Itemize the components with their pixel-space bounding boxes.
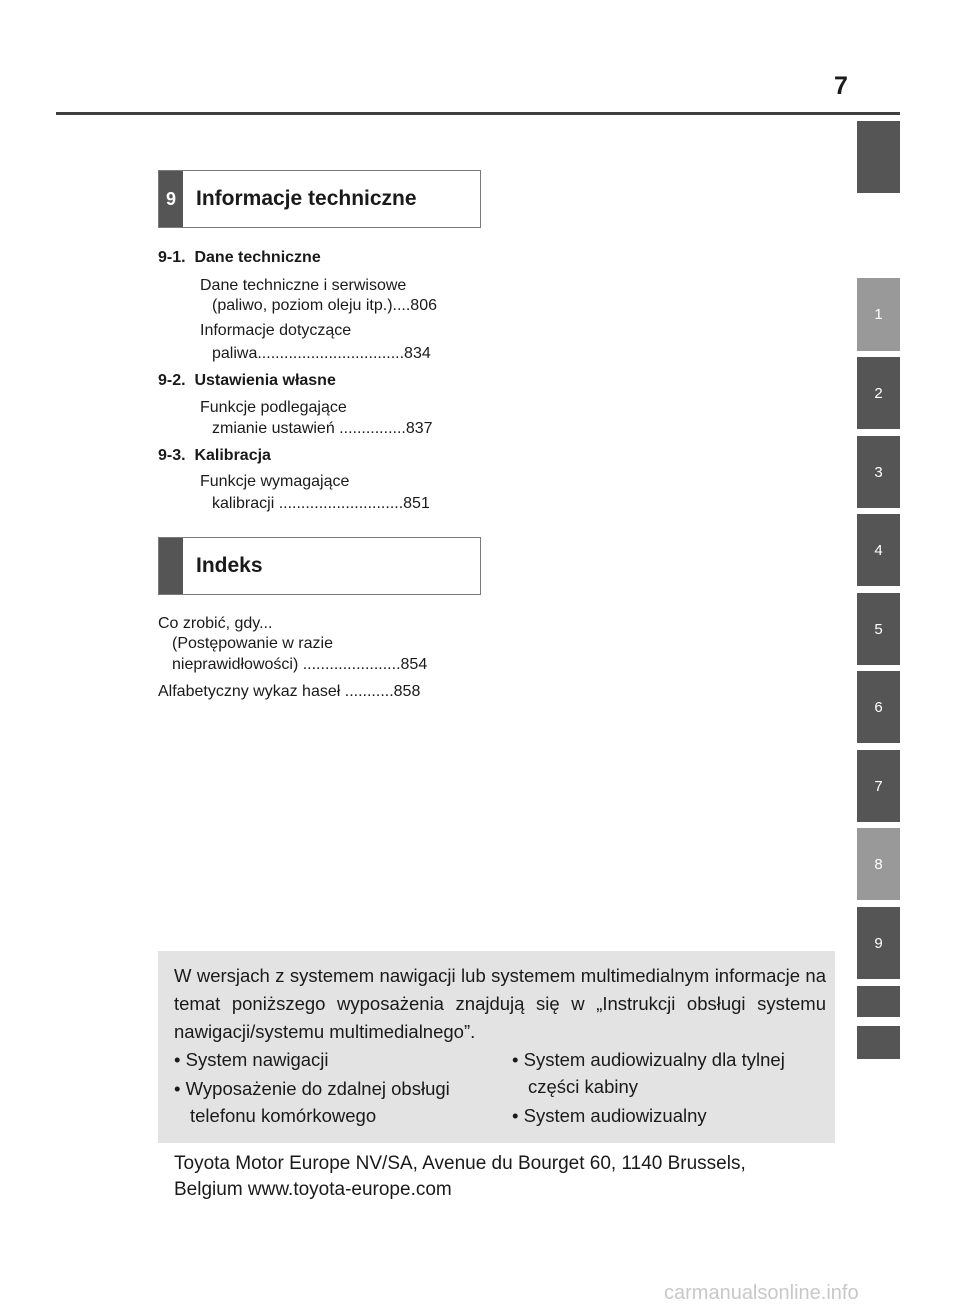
chapter-tab-top[interactable] (857, 121, 900, 193)
chapter-tab-4[interactable]: 4 (857, 514, 900, 586)
toc-entry[interactable]: Dane techniczne i serwisowe (200, 277, 407, 294)
section-title: Indeks (196, 554, 263, 577)
section-bar (159, 538, 183, 594)
chapter-tab-3[interactable]: 3 (857, 436, 900, 508)
note-paragraph: W wersjach z systemem nawigacji lub systemem multimedialnym informacje na temat poniższego wyposażenia znajdują się w „Instrukcji obsługi systemu nawigacji/systemu multimedialnego”. (174, 965, 826, 1042)
section-header-index (158, 537, 481, 595)
toc-entry[interactable]: Alfabetyczny wykaz haseł ...........858 (158, 683, 421, 700)
publisher-address: Toyota Motor Europe NV/SA, Avenue du Bourget 60, 1140 Brussels, (174, 1153, 746, 1174)
toc-entry-continuation[interactable]: kalibracji ............................851 (212, 495, 430, 512)
toc-entry[interactable]: Informacje dotyczące (200, 322, 352, 339)
toc-entry[interactable]: Funkcje wymagające (200, 473, 350, 490)
chapter-tab-bottom-2[interactable] (857, 1026, 900, 1059)
toc-subsection-9-2[interactable]: 9-2. Ustawienia własne (158, 372, 336, 389)
note-bullet: • System nawigacji (174, 1049, 329, 1070)
toc-subsection-9-1[interactable]: 9-1. Dane techniczne (158, 249, 321, 266)
chapter-tab-bottom-1[interactable] (857, 986, 900, 1017)
publisher-website: Belgium www.toyota-europe.com (174, 1179, 452, 1200)
note-bullet-continuation: części kabiny (528, 1076, 639, 1097)
note-bullet-continuation: telefonu komórkowego (190, 1105, 377, 1126)
toc-entry-continuation[interactable]: nieprawidłowości) ......................854 (172, 656, 428, 673)
chapter-tab-1[interactable]: 1 (857, 278, 900, 351)
toc-entry-continuation[interactable]: (Postępowanie w razie (172, 635, 333, 652)
toc-entry-continuation[interactable]: (paliwo, poziom oleju itp.)....806 (212, 297, 437, 314)
toc-entry[interactable]: Funkcje podlegające (200, 399, 347, 416)
note-bullet: • Wyposażenie do zdalnej obsługi (174, 1078, 450, 1099)
watermark: carmanualsonline.info (664, 1282, 859, 1304)
toc-entry-continuation[interactable]: paliwa.................................834 (212, 345, 431, 362)
chapter-tab-8[interactable]: 8 (857, 828, 900, 900)
chapter-tab-7[interactable]: 7 (857, 750, 900, 822)
toc-entry-continuation[interactable]: zmianie ustawień ...............837 (212, 420, 433, 437)
chapter-tab-2[interactable]: 2 (857, 357, 900, 429)
toc-subsection-9-3[interactable]: 9-3. Kalibracja (158, 447, 271, 464)
section-header-technical (158, 170, 481, 228)
chapter-tab-5[interactable]: 5 (857, 593, 900, 665)
note-bullet: • System audiowizualny (512, 1105, 707, 1126)
section-number: 9 (159, 171, 183, 227)
header-rule (56, 112, 900, 115)
section-title: Informacje techniczne (196, 187, 417, 210)
page-number: 7 (834, 72, 848, 100)
note-box (158, 951, 835, 1143)
toc-entry[interactable]: Co zrobić, gdy... (158, 615, 273, 632)
chapter-tab-9[interactable]: 9 (857, 907, 900, 979)
note-bullet: • System audiowizualny dla tylnej (512, 1049, 785, 1070)
chapter-tab-6[interactable]: 6 (857, 671, 900, 743)
